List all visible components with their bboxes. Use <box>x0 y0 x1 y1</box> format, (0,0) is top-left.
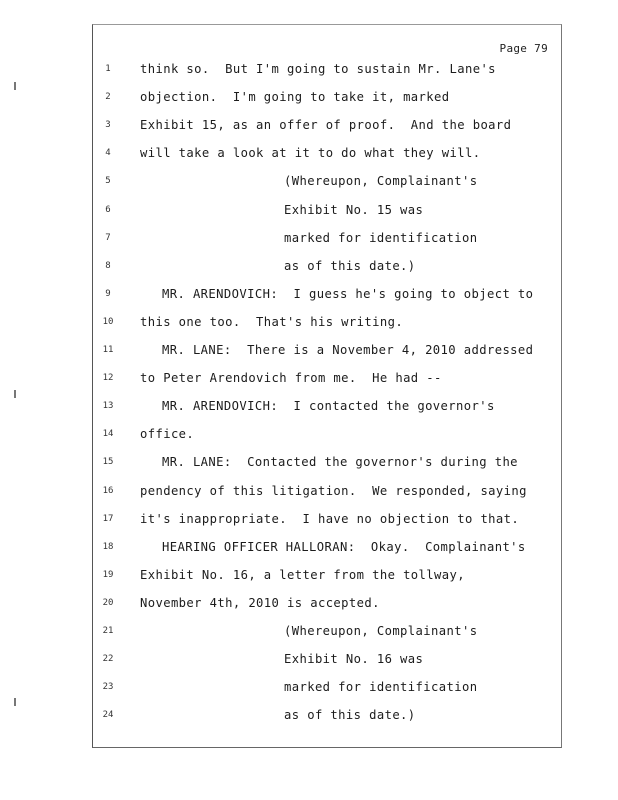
transcript-line <box>0 399 618 419</box>
line-number: 14 <box>102 429 114 440</box>
line-text: marked for identification <box>284 230 478 245</box>
line-text: marked for identification <box>284 680 478 695</box>
transcript-line <box>0 512 618 532</box>
transcript-line <box>0 540 618 560</box>
line-text: Exhibit No. 16 was <box>284 652 424 667</box>
line-number: 13 <box>102 401 114 412</box>
line-number: 8 <box>105 260 111 271</box>
transcript-line <box>0 203 618 223</box>
line-text: this one too. That's his writing. <box>140 314 404 329</box>
line-number: 9 <box>105 288 111 299</box>
line-number: 7 <box>105 232 111 243</box>
line-text: MR. ARENDOVICH: I contacted the governor's <box>162 399 495 414</box>
line-text: pendency of this litigation. We responded, saying <box>140 483 527 498</box>
transcript-line <box>0 624 618 644</box>
transcript-line <box>0 455 618 475</box>
transcript-line <box>0 287 618 307</box>
line-number: 4 <box>105 148 111 159</box>
line-text: MR. ARENDOVICH: I guess he's going to object to <box>162 286 534 301</box>
page-number: Page 79 <box>499 42 548 55</box>
margin-punch-mark <box>14 82 16 90</box>
line-text: Exhibit No. 16, a letter from the tollway, <box>140 567 465 582</box>
line-number: 1 <box>105 64 111 74</box>
transcript-line <box>0 484 618 504</box>
transcript-line <box>0 343 618 363</box>
line-text: MR. LANE: There is a November 4, 2010 addressed <box>162 343 534 357</box>
line-number: 15 <box>102 457 114 468</box>
line-text: objection. I'm going to take it, marked <box>140 90 450 105</box>
line-text: HEARING OFFICER HALLORAN: Okay. Complainant's <box>162 539 526 554</box>
line-text: to Peter Arendovich from me. He had -- <box>140 371 442 386</box>
line-number: 2 <box>105 92 111 103</box>
transcript-line <box>0 146 618 166</box>
line-text: as of this date.) <box>284 708 416 723</box>
margin-punch-mark <box>14 698 16 706</box>
line-text: (Whereupon, Complainant's <box>284 174 478 189</box>
line-number: 17 <box>102 513 114 524</box>
line-number: 20 <box>102 597 114 608</box>
transcript-line <box>0 596 618 616</box>
line-number: 6 <box>105 204 111 215</box>
line-number: 11 <box>102 345 114 355</box>
line-text: office. <box>140 427 195 442</box>
transcript-line <box>0 427 618 447</box>
line-number: 12 <box>102 373 114 384</box>
line-number: 16 <box>102 485 114 496</box>
line-text: MR. LANE: Contacted the governor's during the <box>162 455 518 470</box>
line-text: November 4th, 2010 is accepted. <box>140 595 380 610</box>
transcript-line <box>0 90 618 110</box>
line-number: 22 <box>102 654 114 665</box>
line-number: 21 <box>102 626 114 636</box>
line-number: 10 <box>102 316 114 327</box>
transcript-line <box>0 259 618 279</box>
transcript-line <box>0 174 618 194</box>
transcript-line <box>0 315 618 335</box>
line-text: Exhibit No. 15 was <box>284 202 424 217</box>
line-text: will take a look at it to do what they will. <box>140 146 481 161</box>
transcript-line <box>0 680 618 700</box>
line-text: it's inappropriate. I have no objection to that. <box>140 511 520 526</box>
margin-punch-mark <box>14 390 16 398</box>
transcript-line <box>0 568 618 588</box>
line-number: 3 <box>105 120 111 131</box>
line-number: 24 <box>102 710 114 721</box>
line-text: Exhibit 15, as an offer of proof. And the board <box>140 118 512 133</box>
line-number: 23 <box>102 682 114 693</box>
transcript-line <box>0 62 618 82</box>
transcript-line <box>0 118 618 138</box>
line-text: (Whereupon, Complainant's <box>284 624 478 638</box>
line-number: 18 <box>102 541 114 552</box>
line-text: think so. But I'm going to sustain Mr. Lane's <box>140 62 496 76</box>
line-number: 5 <box>105 176 111 187</box>
transcript-line <box>0 652 618 672</box>
transcript-line <box>0 371 618 391</box>
transcript-line <box>0 231 618 251</box>
line-text: as of this date.) <box>284 258 416 273</box>
line-number: 19 <box>102 569 114 580</box>
transcript-line <box>0 708 618 728</box>
